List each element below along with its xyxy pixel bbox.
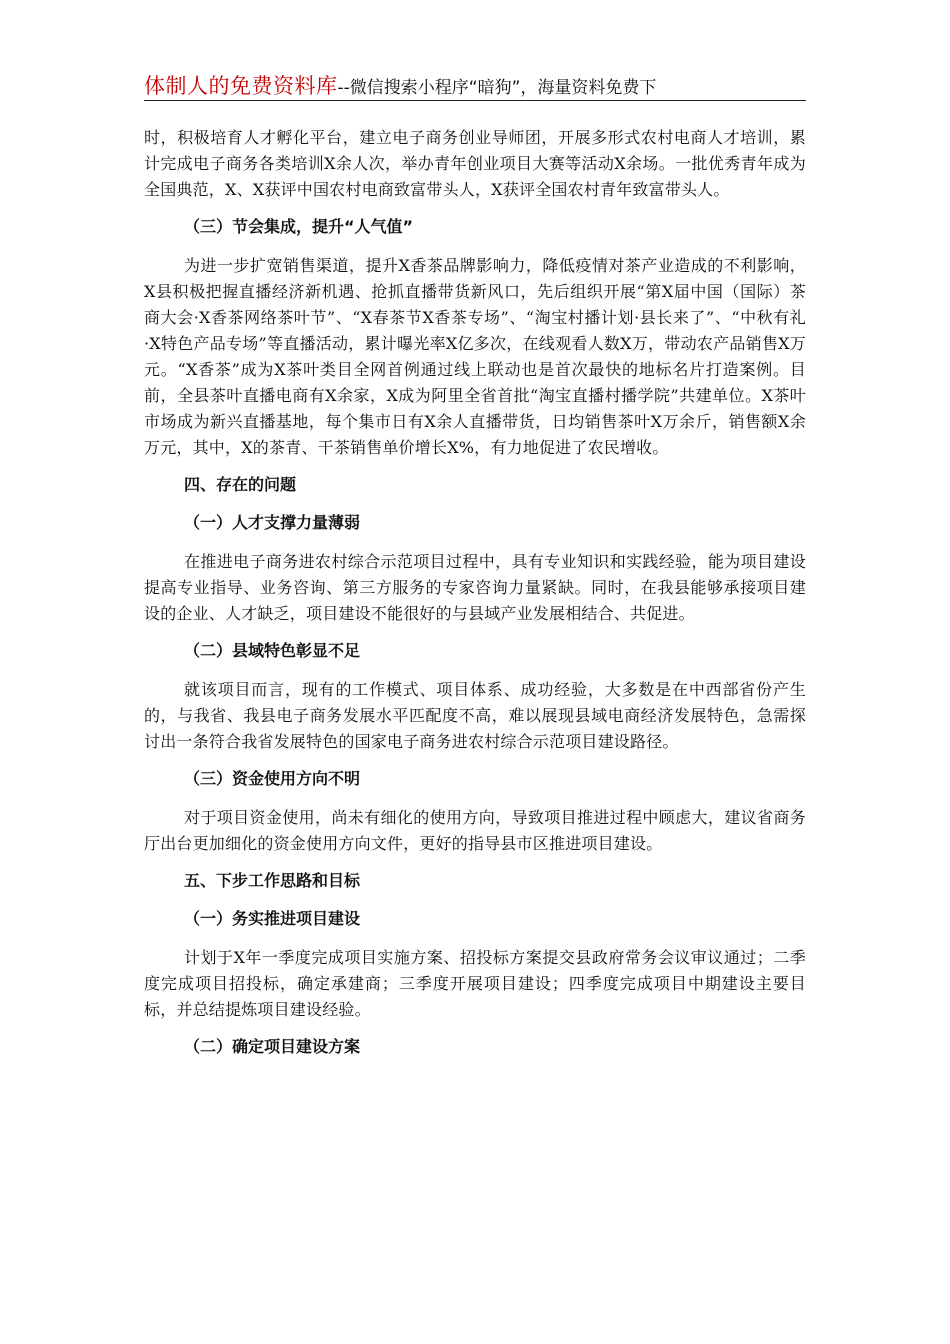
heading-3-3: （三）节会集成，提升“人气值” xyxy=(184,217,414,236)
header-brand: 体制人的免费资料库 xyxy=(144,74,338,98)
page-header xyxy=(144,70,806,101)
heading-section-5: 五、下步工作思路和目标 xyxy=(184,871,361,890)
heading-5-2: （二）确定项目建设方案 xyxy=(184,1037,361,1056)
document-body xyxy=(144,125,806,1073)
paragraph-4-2: 就该项目而言，现有的工作模式、项目体系、成功经验，大多数是在中西部省份产生的，与我省、我县电子商务发展水平匹配度不高，难以展现县域电商经济发展特色，急需探讨出一条符合我省发展特色的国家电子商务进农村综合示范项目建设路径。 xyxy=(144,680,806,751)
paragraph-4-3: 对于项目资金使用，尚未有细化的使用方向，导致项目推进过程中顾虑大，建议省商务厅出台更加细化的资金使用方向文件，更好的指导县市区推进项目建设。 xyxy=(144,808,806,853)
heading-5-1: （一）务实推进项目建设 xyxy=(184,909,361,928)
paragraph-4-1: 在推进电子商务进农村综合示范项目过程中，具有专业知识和实践经验，能为项目建设提高专业指导、业务咨询、第三方服务的专家咨询力量紧缺。同时，在我县能够承接项目建设的企业、人才缺乏，项目建设不能很好的与县域产业发展相结合、共促进。 xyxy=(144,552,806,623)
paragraph-5-1: 计划于X年一季度完成项目实施方案、招投标方案提交县政府常务会议审议通过；二季度完成项目招投标，确定承建商；三季度开展项目建设；四季度完成项目中期建设主要目标，并总结提炼项目建设经验。 xyxy=(144,948,806,1019)
heading-4-3: （三）资金使用方向不明 xyxy=(184,769,361,788)
header-slogan: --微信搜索小程序“暗狗”，海量资料免费下 xyxy=(337,78,657,98)
paragraph-intro: 时，积极培育人才孵化平台，建立电子商务创业导师团，开展多形式农村电商人才培训，累计完成电子商务各类培训X余人次，举办青年创业项目大赛等活动X余场。一批优秀青年成为全国典范，X、X获评中国农村电商致富带头人，X获评全国农村青年致富带头人。 xyxy=(144,128,806,199)
heading-4-1: （一）人才支撑力量薄弱 xyxy=(184,513,361,532)
heading-4-2: （二）县域特色彰显不足 xyxy=(184,641,361,660)
heading-section-4: 四、存在的问题 xyxy=(184,475,297,494)
paragraph-3-3: 为进一步扩宽销售渠道，提升X香茶品牌影响力，降低疫情对茶产业造成的不利影响，X县积极把握直播经济新机遇、抢抓直播带货新风口，先后组织开展“第X届中国（国际）茶商大会·X香茶网络茶叶节”、“X春茶节X香茶专场”、“淘宝村播计划·县长来了”、“中秋有礼·X特色产品专场”等直播活动，累计曝光率X亿多次，在线观看人数X万，带动农产品销售X万元。“X香茶”成为X茶叶类目全网首例通过线上联动也是首次最快的地标名片打造案例。目前，全县茶叶直播电商有X余家，X成为阿里全省首批“淘宝直播村播学院”共建单位。X茶叶市场成为新兴直播基地，每个集市日有X余人直播带货，日均销售茶叶X万余斤，销售额X余万元，其中，X的茶青、干茶销售单价增长X%，有力地促进了农民增收。 xyxy=(144,256,806,457)
